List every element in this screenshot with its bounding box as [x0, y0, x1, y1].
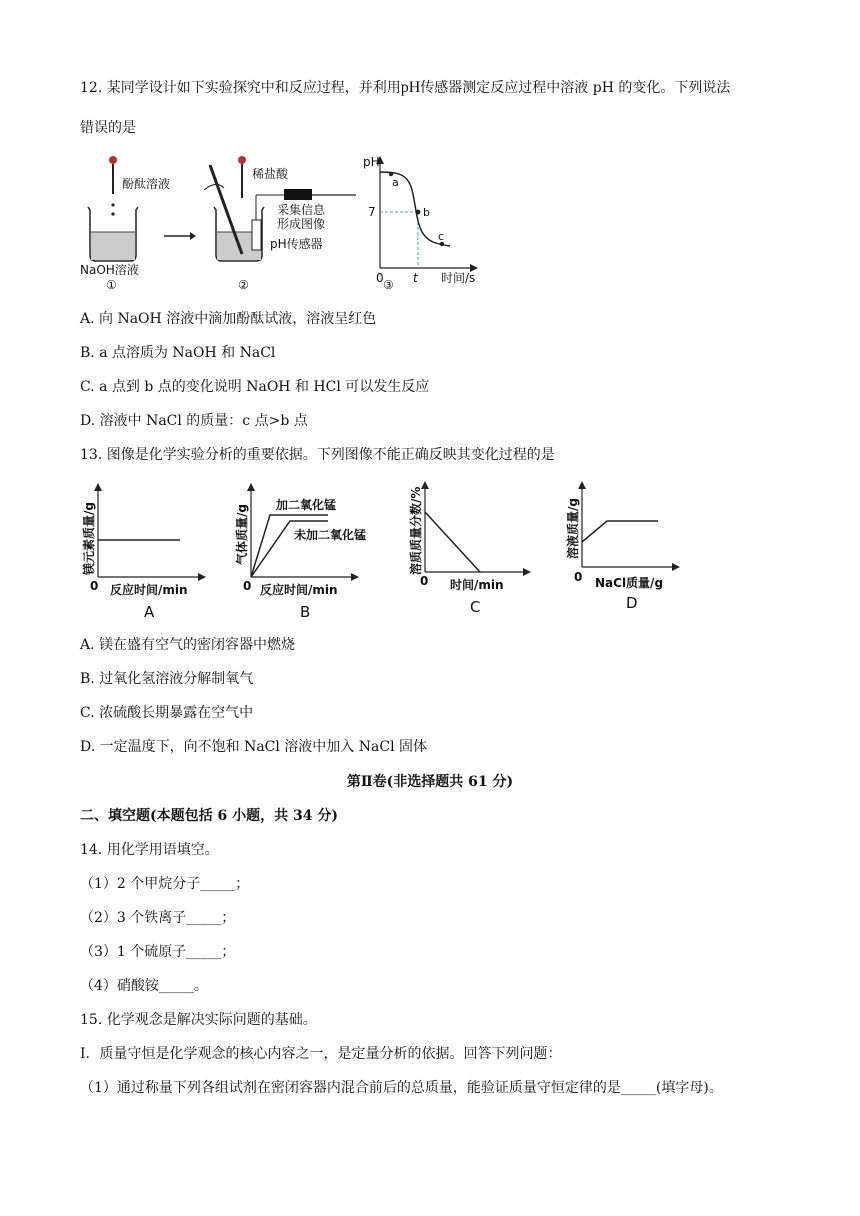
q12-experiment-figure	[80, 150, 500, 295]
q13-option-b: B. 过氧化氢溶液分解制氧气	[80, 671, 254, 687]
q12-stem-line2: 错误的是	[80, 120, 136, 136]
arrow-right-icon	[164, 232, 196, 240]
chart-b-with-label: 加二氧化锰	[276, 498, 337, 512]
chart-c-ylabel: 溶质质量分数/%	[409, 486, 423, 575]
chart-d-letter: D	[626, 594, 638, 612]
chart-c-letter: C	[470, 598, 481, 616]
q13-stem: 13. 图像是化学实验分析的重要依据。下列图像不能正确反映其变化过程的是	[80, 447, 555, 463]
q15-part-1: Ⅰ．质量守恒是化学观念的核心内容之一，是定量分析的依据。回答下列问题：	[80, 1046, 562, 1062]
chart-c-xlabel: 时间/min	[450, 578, 504, 592]
chart-a-letter: A	[144, 603, 155, 620]
chart-d-ylabel: 溶液质量/g	[566, 498, 580, 559]
dropper-2-icon	[238, 156, 246, 198]
chart-a-origin: 0	[90, 579, 99, 593]
q15-stem: 15. 化学观念是解决实际问题的基础。	[80, 1012, 317, 1028]
chart-b-origin: 0	[243, 579, 252, 593]
chart-a-xlabel: 反应时间/min	[110, 583, 188, 597]
collect-label-2: 形成图像	[277, 217, 326, 231]
ph-seven-label: 7	[368, 205, 376, 219]
q12-stem-line1: 12. 某同学设计如下实验探究中和反应过程，并利用pH传感器测定反应过程中溶液 pH 的变化。下列说法	[80, 79, 731, 96]
chart-a	[94, 483, 206, 581]
origin-label: 0	[376, 271, 384, 285]
chart-b-ylabel: 气体质量/g	[235, 504, 249, 565]
q13-option-a: A. 镁在盛有空气的密闭容器中燃烧	[80, 637, 296, 653]
step-2-number: ②	[238, 278, 249, 292]
chart-d	[578, 481, 680, 571]
q12-option-a: A. 向 NaOH 溶液中滴加酚酞试液，溶液呈红色	[80, 311, 377, 327]
q12-option-d: D. 溶液中 NaCl 的质量：c 点>b 点	[80, 413, 308, 429]
chart-a-ylabel: 镁元素质量/g	[82, 502, 96, 575]
step-1-number: ①	[106, 278, 117, 292]
q14-stem: 14. 用化学用语填空。	[80, 842, 219, 858]
q13-option-d: D. 一定温度下，向不饱和 NaCl 溶液中加入 NaCl 固体	[80, 739, 427, 755]
t-label: t	[413, 271, 418, 285]
chart-c-origin: 0	[420, 574, 429, 588]
point-c-label: c	[438, 230, 445, 243]
chart-d-xlabel: NaCl质量/g	[595, 576, 664, 590]
ph-axis-label: pH	[363, 155, 380, 169]
chart-b-without-label: 未加二氧化锰	[294, 528, 367, 542]
point-a-label: a	[392, 176, 399, 189]
section-2-heading: 二、填空题(本题包括 6 小题，共 34 分)	[80, 808, 338, 824]
collect-label-1: 采集信息	[277, 203, 326, 217]
q13-option-c: C. 浓硫酸长期暴露在空气中	[80, 705, 254, 721]
q13-charts	[80, 475, 680, 620]
q12-option-c: C. a 点到 b 点的变化说明 NaOH 和 HCl 可以发生反应	[80, 379, 430, 395]
q14-item-4: （4）硝酸铵_____。	[80, 978, 208, 994]
point-b-label: b	[423, 206, 430, 219]
ph-sensor-label: pH传感器	[270, 237, 323, 251]
q14-item-2: （2）3 个铁离子_____；	[80, 910, 236, 926]
dropper-2-label: 稀盐酸	[252, 167, 289, 181]
chart-b-xlabel: 反应时间/min	[260, 583, 338, 597]
chart-b-letter: B	[300, 603, 311, 620]
step-3-number: ③	[383, 278, 394, 292]
chart-d-origin: 0	[574, 570, 583, 584]
q14-item-1: （1）2 个甲烷分子_____；	[80, 876, 250, 892]
q12-option-b: B. a 点溶质为 NaOH 和 NaCl	[80, 345, 276, 361]
q14-item-3: （3）1 个硫原子_____；	[80, 944, 236, 960]
chart-c	[421, 481, 531, 576]
q15-item-1: （1）通过称量下列各组试剂在密闭容器内混合前后的总质量，能验证质量守恒定律的是_____(填字母)。	[80, 1080, 723, 1096]
time-axis-label: 时间/s	[441, 271, 476, 285]
beaker-1-label: NaOH溶液	[80, 263, 139, 277]
dropper-1-icon	[109, 156, 117, 216]
section-2-title: 第Ⅱ卷(非选择题共 61 分)	[346, 774, 514, 790]
dropper-1-label: 酚酞溶液	[122, 177, 171, 191]
